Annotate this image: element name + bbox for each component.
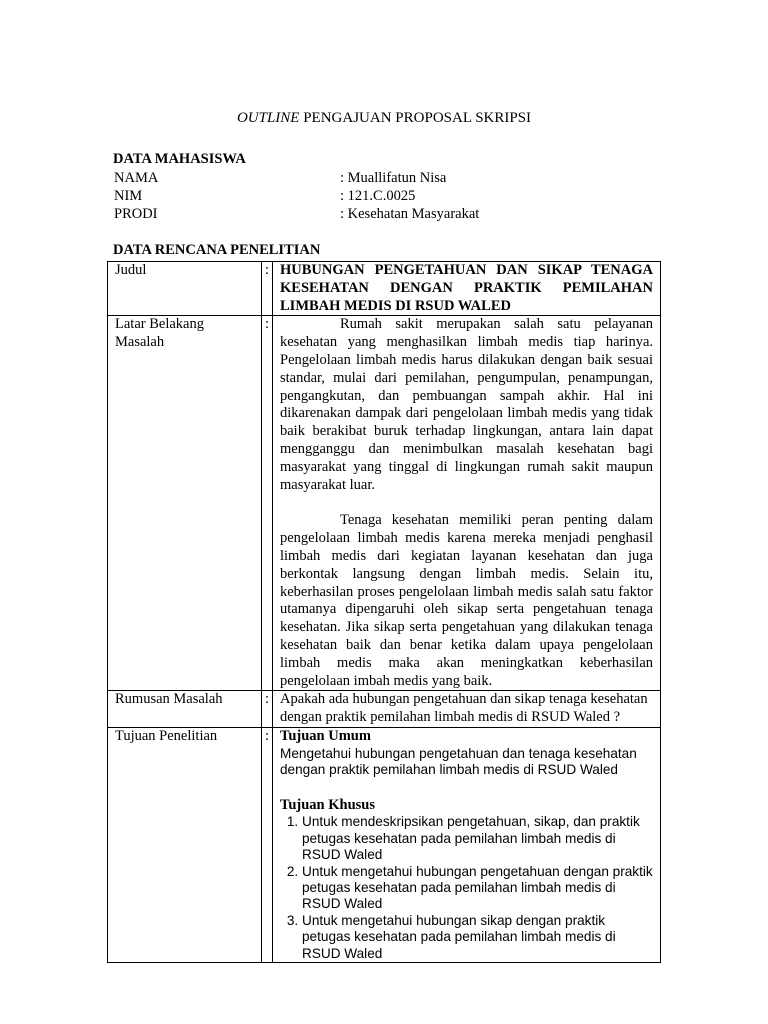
row-label: Tujuan Penelitian: [108, 727, 262, 962]
judul-text: HUBUNGAN PENGETAHUAN DAN SIKAP TENAGA KESEHATAN DENGAN PRAKTIK PEMILAHAN LIMBAH MEDIS DI RSUD WALED: [273, 262, 661, 316]
row-label: Rumusan Masalah: [108, 691, 262, 728]
info-value: : Muallifatun Nisa: [340, 170, 447, 186]
section-heading-mahasiswa: DATA MAHASISWA: [113, 151, 246, 167]
latar-paragraph: Rumah sakit merupakan salah satu pelayanan kesehatan yang menghasilkan limbah medis tiap harinya. Pengelolaan limbah medis harus dilakukan dengan baik sesuai standar, mulai dari pemilahan, pengumpulan, penampungan, pengangkutan, dan pembuangan sampah akhir. Hal ini dikarenakan dampak dari pengelolaan limbah medis yang tidak baik berakibat buruk terhadap lingkungan, antara lain dapat mengganggu dan menimbulkan masalah kesehatan bagi masyarakat yang tinggal di lingkungan rumah sakit maupun masyarakat luar.: [280, 316, 653, 493]
info-value: : Kesehatan Masyarakat: [340, 206, 480, 222]
document-title: [0, 110, 768, 127]
info-row-prodi: [114, 205, 714, 223]
section-heading-penelitian: DATA RENCANA PENELITIAN: [113, 242, 321, 258]
info-value: : 121.C.0025: [340, 188, 416, 204]
tujuan-umum-text: Mengetahui hubungan pengetahuan dan tenaga kesehatan dengan praktik pemilahan limbah medis di RSUD Waled: [280, 745, 637, 778]
list-item: 1. Untuk mendeskripsikan pengetahuan, sikap, dan praktik petugas kesehatan pada pemilahan limbah medis di RSUD Waled: [302, 814, 653, 863]
row-label: Judul: [108, 262, 262, 316]
tujuan-khusus-list: [280, 814, 653, 962]
paragraph-gap: [280, 779, 653, 797]
info-label: NIM: [114, 188, 143, 204]
table-row-judul: [108, 262, 661, 316]
latar-paragraph: Tenaga kesehatan memiliki peran penting dalam pengelolaan limbah medis karena mereka menjadi penghasil limbah medis dari kegiatan layanan kesehatan dan juga berkontak langsung dengan limbah medis. Selain itu, keberhasilan proses pengelolaan limbah medis salah satu faktor utamanya dipengaruhi oleh sikap serta pengetahuan tenaga kesehatan. Jika sikap serta pengetahuan yang dilakukan tenaga kesehatan baik dan benar ketika dalam upaya pengelolaan limbah medis maka akan meningkatkan keberhasilan pengelolaan imbah medis yang baik.: [280, 512, 653, 689]
row-colon: :: [262, 262, 273, 316]
row-label-line: Masalah: [115, 334, 165, 351]
title-rest: PENGAJUAN PROPOSAL SKRIPSI: [299, 110, 532, 126]
latar-content: [273, 316, 661, 691]
tujuan-content: [273, 727, 661, 962]
info-label: NAMA: [114, 170, 159, 186]
research-plan-table: [107, 261, 661, 963]
row-colon: :: [262, 691, 273, 728]
info-row-nim: [114, 187, 714, 205]
tujuan-umum-heading: Tujuan Umum: [280, 727, 371, 744]
table-row-latar: [108, 316, 661, 691]
row-colon: :: [262, 727, 273, 962]
row-label-line: Latar Belakang: [115, 316, 204, 333]
table-row-rumusan: [108, 691, 661, 728]
row-colon: :: [262, 316, 273, 691]
title-italic-part: OUTLINE: [236, 110, 300, 126]
list-item: 2. Untuk mengetahui hubungan pengetahuan dengan praktik petugas kesehatan pada pemilahan limbah medis di RSUD Waled: [302, 864, 653, 913]
table-row-tujuan: [108, 727, 661, 962]
info-label: PRODI: [114, 206, 158, 222]
tujuan-khusus-heading: Tujuan Khusus: [280, 796, 375, 813]
row-label: [108, 316, 262, 691]
list-item: 3. Untuk mengetahui hubungan sikap dengan praktik petugas kesehatan pada pemilahan limbah medis di RSUD Waled: [302, 913, 653, 962]
rumusan-text: Apakah ada hubungan pengetahuan dan sikap tenaga kesehatan dengan praktik pemilahan limbah medis di RSUD Waled ?: [273, 691, 661, 728]
info-row-nama: [114, 169, 714, 187]
paragraph-gap: [280, 494, 653, 512]
